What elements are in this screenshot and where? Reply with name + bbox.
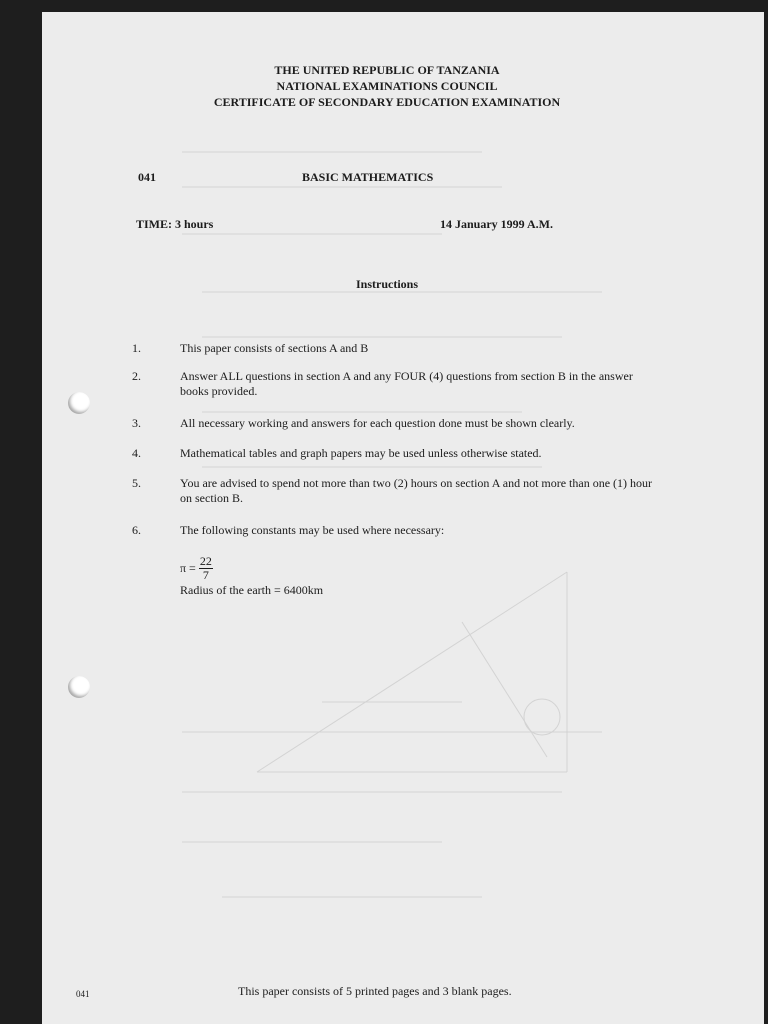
pi-fraction [199,555,213,582]
pi-label: π = [180,561,196,575]
footer-page-count: This paper consists of 5 printed pages and 3 blank pages. [238,984,512,998]
exam-code: 041 [138,170,156,184]
earth-radius-constant: Radius of the earth = 6400km [180,583,324,597]
instruction-number: 4. [132,446,141,460]
instruction-text: All necessary working and answers for each question done must be shown clearly. [180,416,575,430]
exam-subject: BASIC MATHEMATICS [302,170,434,184]
punch-hole-bottom [68,676,90,698]
exam-header [42,62,732,110]
header-council: NATIONAL EXAMINATIONS COUNCIL [276,79,498,93]
header-country: THE UNITED REPUBLIC OF TANZANIA [274,63,500,77]
instruction-text: This paper consists of sections A and B [180,341,369,355]
bleed-through-diagram [42,12,764,1024]
instructions-heading: Instructions [356,277,419,291]
instruction-number: 2. [132,369,141,383]
instruction-text: Mathematical tables and graph papers may be used unless otherwise stated. [180,446,542,460]
instruction-number: 5. [132,476,141,490]
instruction-text: The following constants may be used where necessary: [180,523,445,537]
pi-denominator: 7 [202,568,209,582]
footer-code: 041 [76,989,90,999]
pi-constant [180,555,213,582]
punch-hole-top [68,392,90,414]
instruction-text: You are advised to spend not more than two (2) hours on section A and not more than one (1) hour on section B. [180,476,653,505]
instruction-number: 1. [132,341,141,355]
instruction-text: Answer ALL questions in section A and any FOUR (4) questions from section B in the answer books provided. [180,369,633,398]
exam-time: TIME: 3 hours [136,217,214,231]
header-exam-title: CERTIFICATE OF SECONDARY EDUCATION EXAMINATION [213,95,561,109]
exam-date: 14 January 1999 A.M. [440,217,554,231]
instruction-number: 3. [132,416,141,430]
instruction-number: 6. [132,523,141,537]
exam-paper [42,12,764,1024]
pi-numerator: 22 [199,554,212,568]
